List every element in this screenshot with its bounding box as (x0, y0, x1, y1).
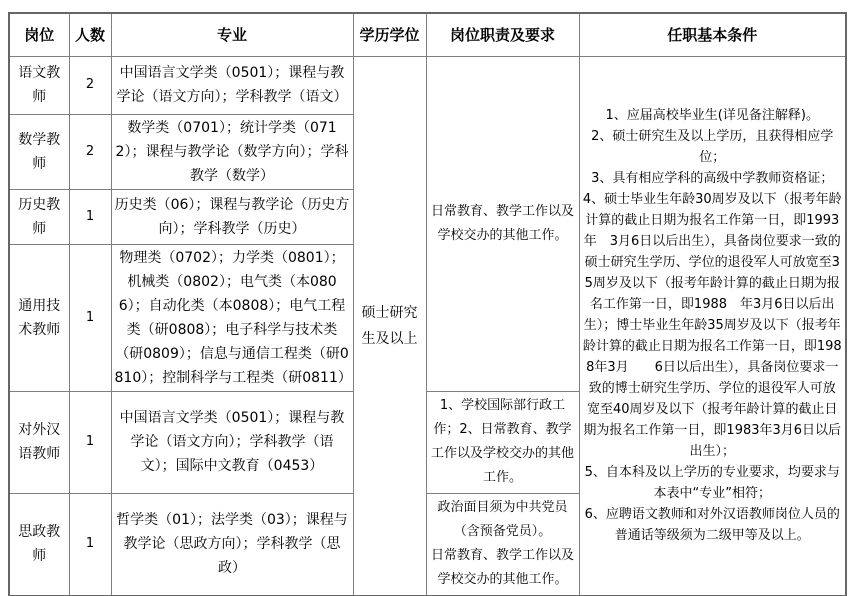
duties-merged-cell-rows1-4: 日常教育、教学工作以及学校交办的其他工作。 (426, 56, 579, 391)
condition-item-1: 1、应届高校毕业生(详见备注解释)。 (605, 108, 819, 124)
condition-item-5: 5、自本科及以上学历的专业要求，均要求与本表中“专业”相符； (584, 465, 840, 502)
count-cell: 1 (69, 391, 111, 493)
table-row-chinese-teacher (9, 56, 846, 114)
column-header-majors: 专业 (111, 13, 353, 56)
count-cell: 1 (69, 189, 111, 244)
conditions-merged-cell (579, 56, 846, 596)
majors-cell: 中国语言文学类（0501）；课程与教学论（语文方向）；学科教学（语文）；国际中文教育（0453） (111, 391, 353, 493)
position-cell: 数学教师 (9, 114, 69, 189)
duties-row6-daily-work: 日常教育、教学工作以及学校交办的其他工作。 (430, 548, 574, 588)
column-header-count: 人数 (69, 13, 111, 56)
count-cell: 2 (69, 56, 111, 114)
majors-cell: 数学类（0701）；统计学类（0712）；课程与教学论（数学方向）；学科教学（数学） (111, 114, 353, 189)
condition-item-3: 3、具有相应学科的高级中学教师资格证； (591, 171, 834, 187)
position-cell: 历史教师 (9, 189, 69, 244)
column-header-duties: 岗位职责及要求 (426, 13, 579, 56)
count-cell: 1 (69, 493, 111, 596)
duties-cell-row5: 1、学校国际部行政工作；2、日常教育、教学工作以及学校交办的其他工作。 (426, 391, 579, 493)
column-header-degree: 学历学位 (353, 13, 426, 56)
header-row (9, 13, 846, 56)
position-cell: 思政教师 (9, 493, 69, 596)
duties-row6-party-requirement: 政治面目须为中共党员（含预备党员）。 (437, 500, 568, 540)
condition-item-2: 2、硕士研究生及以上学历，且获得相应学位； (591, 129, 834, 166)
position-cell: 通用技术教师 (9, 244, 69, 391)
condition-item-4: 4、硕士毕业生年龄30周岁及以下（报考年龄计算的截止日期为报名工作第一日，即1993年 3月6日以后出生），具备岗位要求一致的硕士研究生学历、学位的退役军人可放宽至35周岁及以下（报考年龄计算的截止日期为报名工作第一日，即1988 年3月6日以后出生）；博士毕业生年龄35周岁及以下（报考年龄计算的截止日期为报名工作第一日，即1988年3月 6日以后出生），具备岗位要求一致的博士研究生学历、学位的退役军人可放宽至40周岁及以下（报考年龄计算的截止日期为报名工作第一日，即1983年3月6日以后出生）； (582, 192, 842, 460)
majors-cell: 历史类（06）；课程与教学论（历史方向）；学科教学（历史） (111, 189, 353, 244)
column-header-conditions: 任职基本条件 (579, 13, 846, 56)
majors-cell: 物理类（0702）；力学类（0801）；机械类（0802）；电气类（本0806）；自动化类（本0808）；电气工程类（研0808）；电子科学与技术类（研0809）；信息与通信工程类（研0810）；控制科学与工程类（研0811） (111, 244, 353, 391)
recruitment-table (8, 12, 847, 596)
count-cell: 1 (69, 244, 111, 391)
majors-cell: 中国语言文学类（0501）；课程与教学论（语文方向）；学科教学（语文） (111, 56, 353, 114)
column-header-position: 岗位 (9, 13, 69, 56)
majors-cell: 哲学类（01）；法学类（03）；课程与教学论（思政方向）；学科教学（思政） (111, 493, 353, 596)
condition-item-6: 6、应聘语文教师和对外汉语教师岗位人员的普通话等级须为二级甲等及以上。 (584, 507, 840, 544)
count-cell: 2 (69, 114, 111, 189)
degree-merged-cell: 硕士研究生及以上 (353, 56, 426, 596)
position-cell: 对外汉语教师 (9, 391, 69, 493)
position-cell: 语文教师 (9, 56, 69, 114)
duties-cell-row6 (426, 493, 579, 596)
